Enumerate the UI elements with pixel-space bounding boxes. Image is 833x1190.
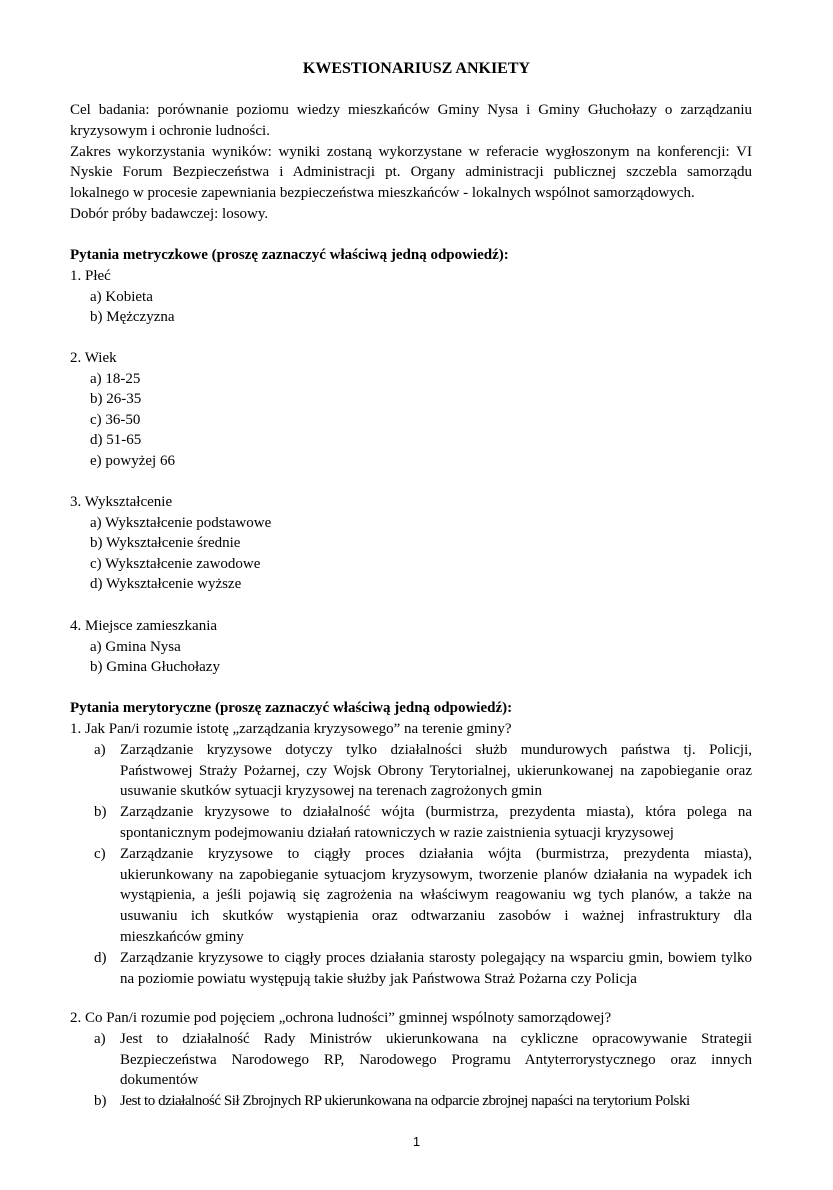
answer-option: a) Kobieta (90, 288, 153, 305)
substantive-question-crisis-management (70, 719, 752, 989)
intro-line: kryzysowym i ochronie ludności. (70, 122, 270, 139)
option-line: Państwowej Straży Pożarnej, czy Wojsk Obrony Terytorialnej, ukierunkowanej na zapobieganie oraz (120, 762, 752, 779)
question-text: 1. Jak Pan/i rozumie istotę „zarządzania kryzysowego” na terenie gminy? (70, 721, 512, 737)
page-number: 1 (412, 1134, 421, 1149)
intro-line: Zakres wykorzystania wyników: wyniki zostaną wykorzystane w referacie wygłoszonym na konferencji: VI (70, 143, 752, 160)
answer-option: d) Wykształcenie wyższe (90, 576, 242, 593)
metric-question-education (70, 492, 752, 595)
option-line: usuwanie skutków sytuacji kryzysowej na terenach zagrożonych gmin (120, 783, 542, 800)
answer-option: b) 26-35 (90, 391, 142, 408)
intro-line: Nyskie Forum Bezpieczeństwa i Administracji pt. Organy administracji publicznej szczebla samorządu (70, 164, 752, 181)
question-text: 4. Miejsce zamieszkania (70, 618, 218, 634)
answer-option: e) powyżej 66 (90, 452, 175, 469)
metric-question-gender (70, 266, 752, 328)
option-line: ukierunkowany na zapobieganie sytuacjom kryzysowym, tworzenie planów działania na wypadek ich (120, 866, 752, 883)
option-marker: a) (94, 1030, 106, 1047)
option-line: Zarządzanie kryzysowe to ciągły proces działania wójta (burmistrza, prezydenta miasta), (120, 845, 752, 862)
answer-option (70, 740, 752, 802)
answer-option (70, 802, 752, 844)
substantive-question-civil-protection (70, 1008, 752, 1112)
option-line: spontanicznym podejmowaniu działań ratowniczych w razie zaistnienia sytuacji kryzysowej (120, 824, 674, 841)
metric-question-age (70, 348, 752, 472)
option-marker: c) (94, 845, 106, 862)
metric-question-residence (70, 616, 752, 678)
answer-option: c) Wykształcenie zawodowe (90, 555, 261, 572)
question-text: 2. Co Pan/i rozumie pod pojęciem „ochrona ludności” gminnej wspólnoty samorządowej? (70, 1010, 612, 1026)
answer-option: b) Mężczyzna (90, 309, 175, 326)
answer-option (70, 1029, 752, 1091)
option-line: dokumentów (120, 1072, 199, 1089)
option-line: na poziomie powiatu występują takie służby jak Państwowa Straż Pożarna czy Policja (120, 970, 637, 987)
option-marker: d) (94, 949, 107, 966)
option-line: Zarządzanie kryzysowe to działalność wójta (burmistrza, prezydenta miasta), która polega na (120, 804, 752, 821)
option-line: Bezpieczeństwa Narodowego RP, Narodowego Programu Antyterrorystycznego oraz innych (120, 1051, 752, 1068)
option-line: Jest to działalność Sił Zbrojnych RP ukierunkowana na odparcie zbrojnej napaści na terytorium Polski (120, 1093, 690, 1110)
option-line: mieszkańców gminy (120, 928, 244, 945)
answer-option: d) 51-65 (90, 432, 142, 449)
intro-line: Dobór próby badawczej: losowy. (70, 205, 269, 222)
answer-option: a) 18-25 (90, 370, 141, 387)
substantive-section-heading: Pytania merytoryczne (proszę zaznaczyć właściwą jedną odpowiedź): (70, 700, 513, 716)
answer-option: b) Wykształcenie średnie (90, 535, 241, 552)
intro-paragraph (70, 100, 752, 225)
question-text: 2. Wiek (70, 350, 117, 366)
option-line: Zarządzanie kryzysowe to ciągły proces działania starosty polegający na wsparciu gmin, bowiem tylko (120, 949, 752, 966)
answer-option: c) 36-50 (90, 411, 141, 428)
intro-line: Cel badania: porównanie poziomu wiedzy mieszkańców Gminy Nysa i Gminy Głuchołazy o zarządzaniu (70, 102, 752, 118)
question-text: 1. Płeć (70, 268, 111, 284)
option-line: wystąpienia, a jeśli pojawią się zagrożenia na właściwym reagowaniu wg tych planów, a także na (120, 887, 752, 904)
option-marker: b) (94, 1093, 107, 1110)
question-text: 3. Wykształcenie (70, 494, 173, 510)
option-line: Zarządzanie kryzysowe dotyczy tylko działalności służb mundurowych państwa tj. Policji, (120, 741, 752, 758)
answer-option (70, 844, 752, 948)
metric-section-heading: Pytania metryczkowe (proszę zaznaczyć właściwą jedną odpowiedź): (70, 247, 509, 263)
option-marker: b) (94, 804, 107, 821)
intro-line: lokalnego w procesie zapewniania bezpieczeństwa mieszkańców - lokalnych wspólnot samorządowych. (70, 185, 695, 202)
answer-option: a) Wykształcenie podstawowe (90, 514, 272, 531)
document-title: KWESTIONARIUSZ ANKIETY (302, 60, 531, 77)
answer-option (70, 948, 752, 990)
answer-option: a) Gmina Nysa (90, 638, 181, 655)
option-line: usuwaniu ich skutków wystąpienia oraz odtwarzaniu zasobów i ważnej infrastruktury dla (120, 908, 752, 925)
answer-option (70, 1091, 752, 1112)
option-line: Jest to działalność Rady Ministrów ukierunkowana na cykliczne opracowywanie Strategii (120, 1030, 752, 1047)
option-marker: a) (94, 741, 106, 758)
answer-option: b) Gmina Głuchołazy (90, 659, 220, 676)
